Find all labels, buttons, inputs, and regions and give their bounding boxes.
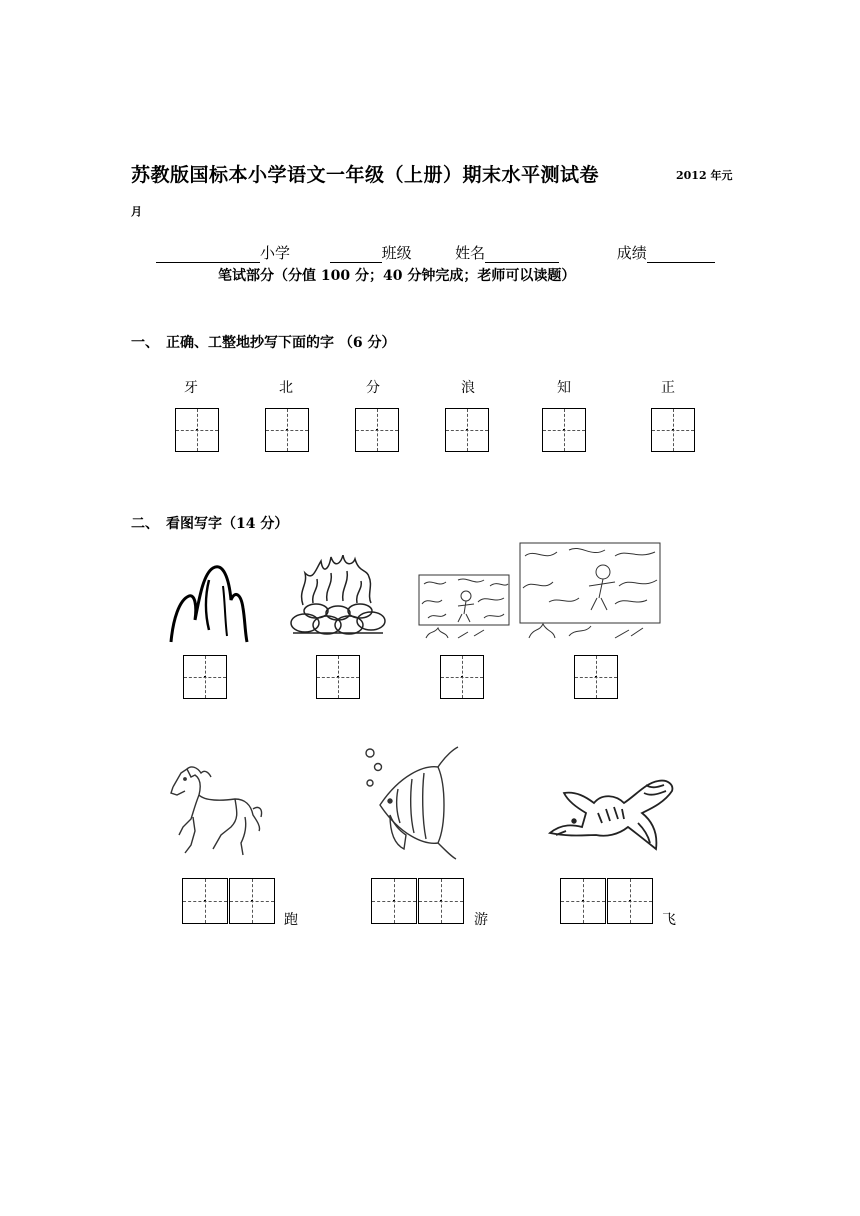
mountain-picture bbox=[165, 560, 255, 644]
forest-small-picture bbox=[418, 574, 510, 642]
class-blank[interactable] bbox=[330, 247, 382, 263]
writing-grid-3[interactable] bbox=[355, 408, 399, 452]
picture-grid-3[interactable] bbox=[440, 655, 484, 699]
writing-grid-2[interactable] bbox=[265, 408, 309, 452]
suffix-fly: 飞 bbox=[662, 912, 676, 928]
picture-grid-2[interactable] bbox=[316, 655, 360, 699]
copy-char-2: 北 bbox=[279, 380, 293, 396]
student-info-line bbox=[156, 242, 715, 263]
writing-grid-5[interactable] bbox=[542, 408, 586, 452]
swim-grid-2[interactable] bbox=[418, 878, 464, 924]
name-blank[interactable] bbox=[485, 247, 559, 263]
school-label: 小学 bbox=[260, 244, 291, 262]
class-label: 班级 bbox=[381, 244, 412, 262]
copy-char-5: 知 bbox=[557, 380, 571, 396]
picture-grid-4[interactable] bbox=[574, 655, 618, 699]
name-label: 姓名 bbox=[455, 244, 486, 262]
bird-picture bbox=[546, 773, 676, 863]
exam-date-part1: 2012 年元 bbox=[676, 169, 733, 182]
picture-grid-1[interactable] bbox=[183, 655, 227, 699]
copy-char-3: 分 bbox=[366, 380, 380, 396]
exam-date-part2: 月 bbox=[131, 205, 142, 218]
forest-large-picture bbox=[519, 542, 661, 642]
fish-picture bbox=[360, 745, 460, 861]
fire-picture bbox=[283, 555, 393, 645]
section2-title: 二、 看图写字（14 分） bbox=[131, 516, 289, 532]
swim-grid-1[interactable] bbox=[371, 878, 417, 924]
section1-title: 一、 正确、工整地抄写下面的字 （6 分） bbox=[131, 335, 396, 351]
horse-picture bbox=[165, 765, 265, 861]
run-grid-2[interactable] bbox=[229, 878, 275, 924]
score-blank[interactable] bbox=[647, 247, 715, 263]
copy-char-6: 正 bbox=[661, 380, 675, 396]
suffix-swim: 游 bbox=[474, 912, 488, 928]
fly-grid-1[interactable] bbox=[560, 878, 606, 924]
school-blank[interactable] bbox=[156, 247, 260, 263]
copy-char-1: 牙 bbox=[184, 380, 198, 396]
run-grid-1[interactable] bbox=[182, 878, 228, 924]
exam-subtitle: 笔试部分（分值 100 分；40 分钟完成；老师可以读题） bbox=[218, 268, 576, 284]
score-label: 成绩 bbox=[616, 244, 647, 262]
writing-grid-1[interactable] bbox=[175, 408, 219, 452]
writing-grid-4[interactable] bbox=[445, 408, 489, 452]
copy-char-4: 浪 bbox=[461, 380, 475, 396]
exam-title: 苏教版国标本小学语文一年级（上册）期末水平测试卷 bbox=[131, 164, 600, 186]
fly-grid-2[interactable] bbox=[607, 878, 653, 924]
suffix-run: 跑 bbox=[284, 912, 298, 928]
writing-grid-6[interactable] bbox=[651, 408, 695, 452]
